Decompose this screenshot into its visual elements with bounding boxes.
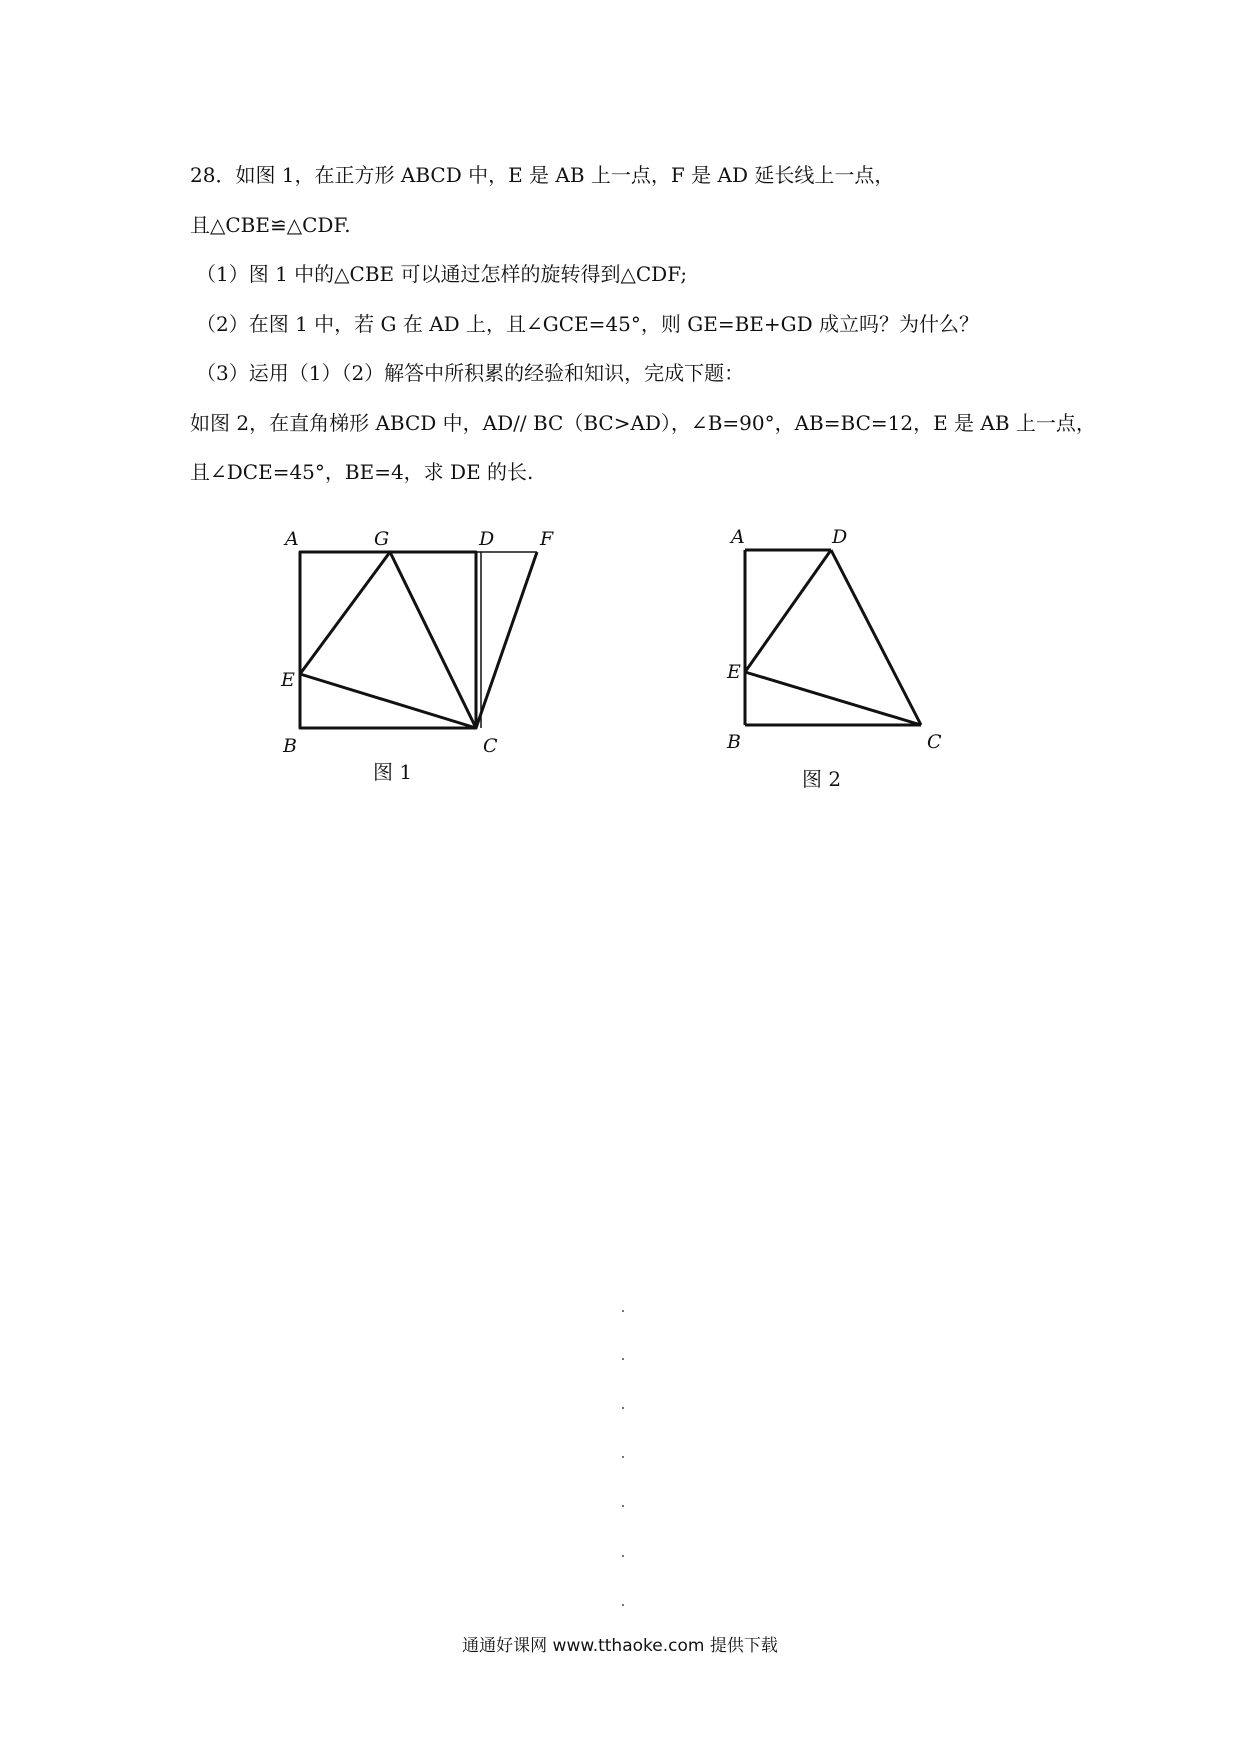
fig1-label-b: B bbox=[283, 735, 297, 757]
problem-line-1: 28．如图 1，在正方形 ABCD 中，E 是 AB 上一点，F 是 AD 延长线上一点， bbox=[190, 163, 895, 187]
footer-text: 通通好课网 www.tthaoke.com 提供下载 bbox=[462, 1636, 778, 1656]
fig1-label-g: G bbox=[374, 528, 390, 550]
segment-ge bbox=[300, 552, 390, 674]
fig2-label-d: D bbox=[832, 526, 848, 548]
problem-line-7: 且∠DCE=45°，BE=4，求 DE 的长. bbox=[190, 460, 534, 484]
segment-fc bbox=[476, 552, 537, 728]
fig1-label-d: D bbox=[479, 528, 495, 550]
decorative-dot bbox=[622, 1604, 624, 1606]
figure-2-caption: 图 2 bbox=[802, 767, 842, 791]
segment-ec2 bbox=[745, 672, 921, 725]
decorative-dot bbox=[622, 1555, 624, 1557]
fig2-label-b: B bbox=[727, 731, 741, 753]
segment-gc bbox=[390, 552, 476, 728]
fig2-label-a: A bbox=[731, 526, 745, 548]
segment-dc bbox=[831, 550, 921, 725]
decorative-dot bbox=[622, 1456, 624, 1458]
figure-2-lines bbox=[745, 550, 921, 725]
decorative-dot bbox=[622, 1310, 624, 1312]
problem-line-2: 且△CBE≌△CDF. bbox=[190, 213, 351, 237]
segment-ec bbox=[300, 674, 476, 728]
figure-1-lines bbox=[300, 552, 537, 728]
segment-de bbox=[745, 550, 831, 672]
question-3: （3）运用（1）（2）解答中所积累的经验和知识，完成下题： bbox=[196, 361, 745, 385]
fig1-label-c: C bbox=[483, 735, 498, 757]
decorative-dot bbox=[622, 1407, 624, 1409]
decorative-dot bbox=[622, 1505, 624, 1507]
fig2-label-c: C bbox=[927, 731, 942, 753]
fig1-label-a: A bbox=[285, 528, 299, 550]
fig1-label-f: F bbox=[540, 528, 554, 550]
question-1: （1）图 1 中的△CBE 可以通过怎样的旋转得到△CDF; bbox=[196, 262, 688, 286]
decorative-dot bbox=[622, 1358, 624, 1360]
question-2: （2）在图 1 中，若 G 在 AD 上，且∠GCE=45°，则 GE=BE+GD 成立吗？为什么？ bbox=[196, 312, 980, 336]
fig2-label-e: E bbox=[727, 661, 741, 683]
problem-line-6: 如图 2，在直角梯形 ABCD 中，AD// BC（BC>AD），∠B=90°，AB=BC=12，E 是 AB 上一点， bbox=[190, 411, 1096, 435]
figure-1-caption: 图 1 bbox=[373, 760, 413, 784]
fig1-label-e: E bbox=[281, 669, 295, 691]
